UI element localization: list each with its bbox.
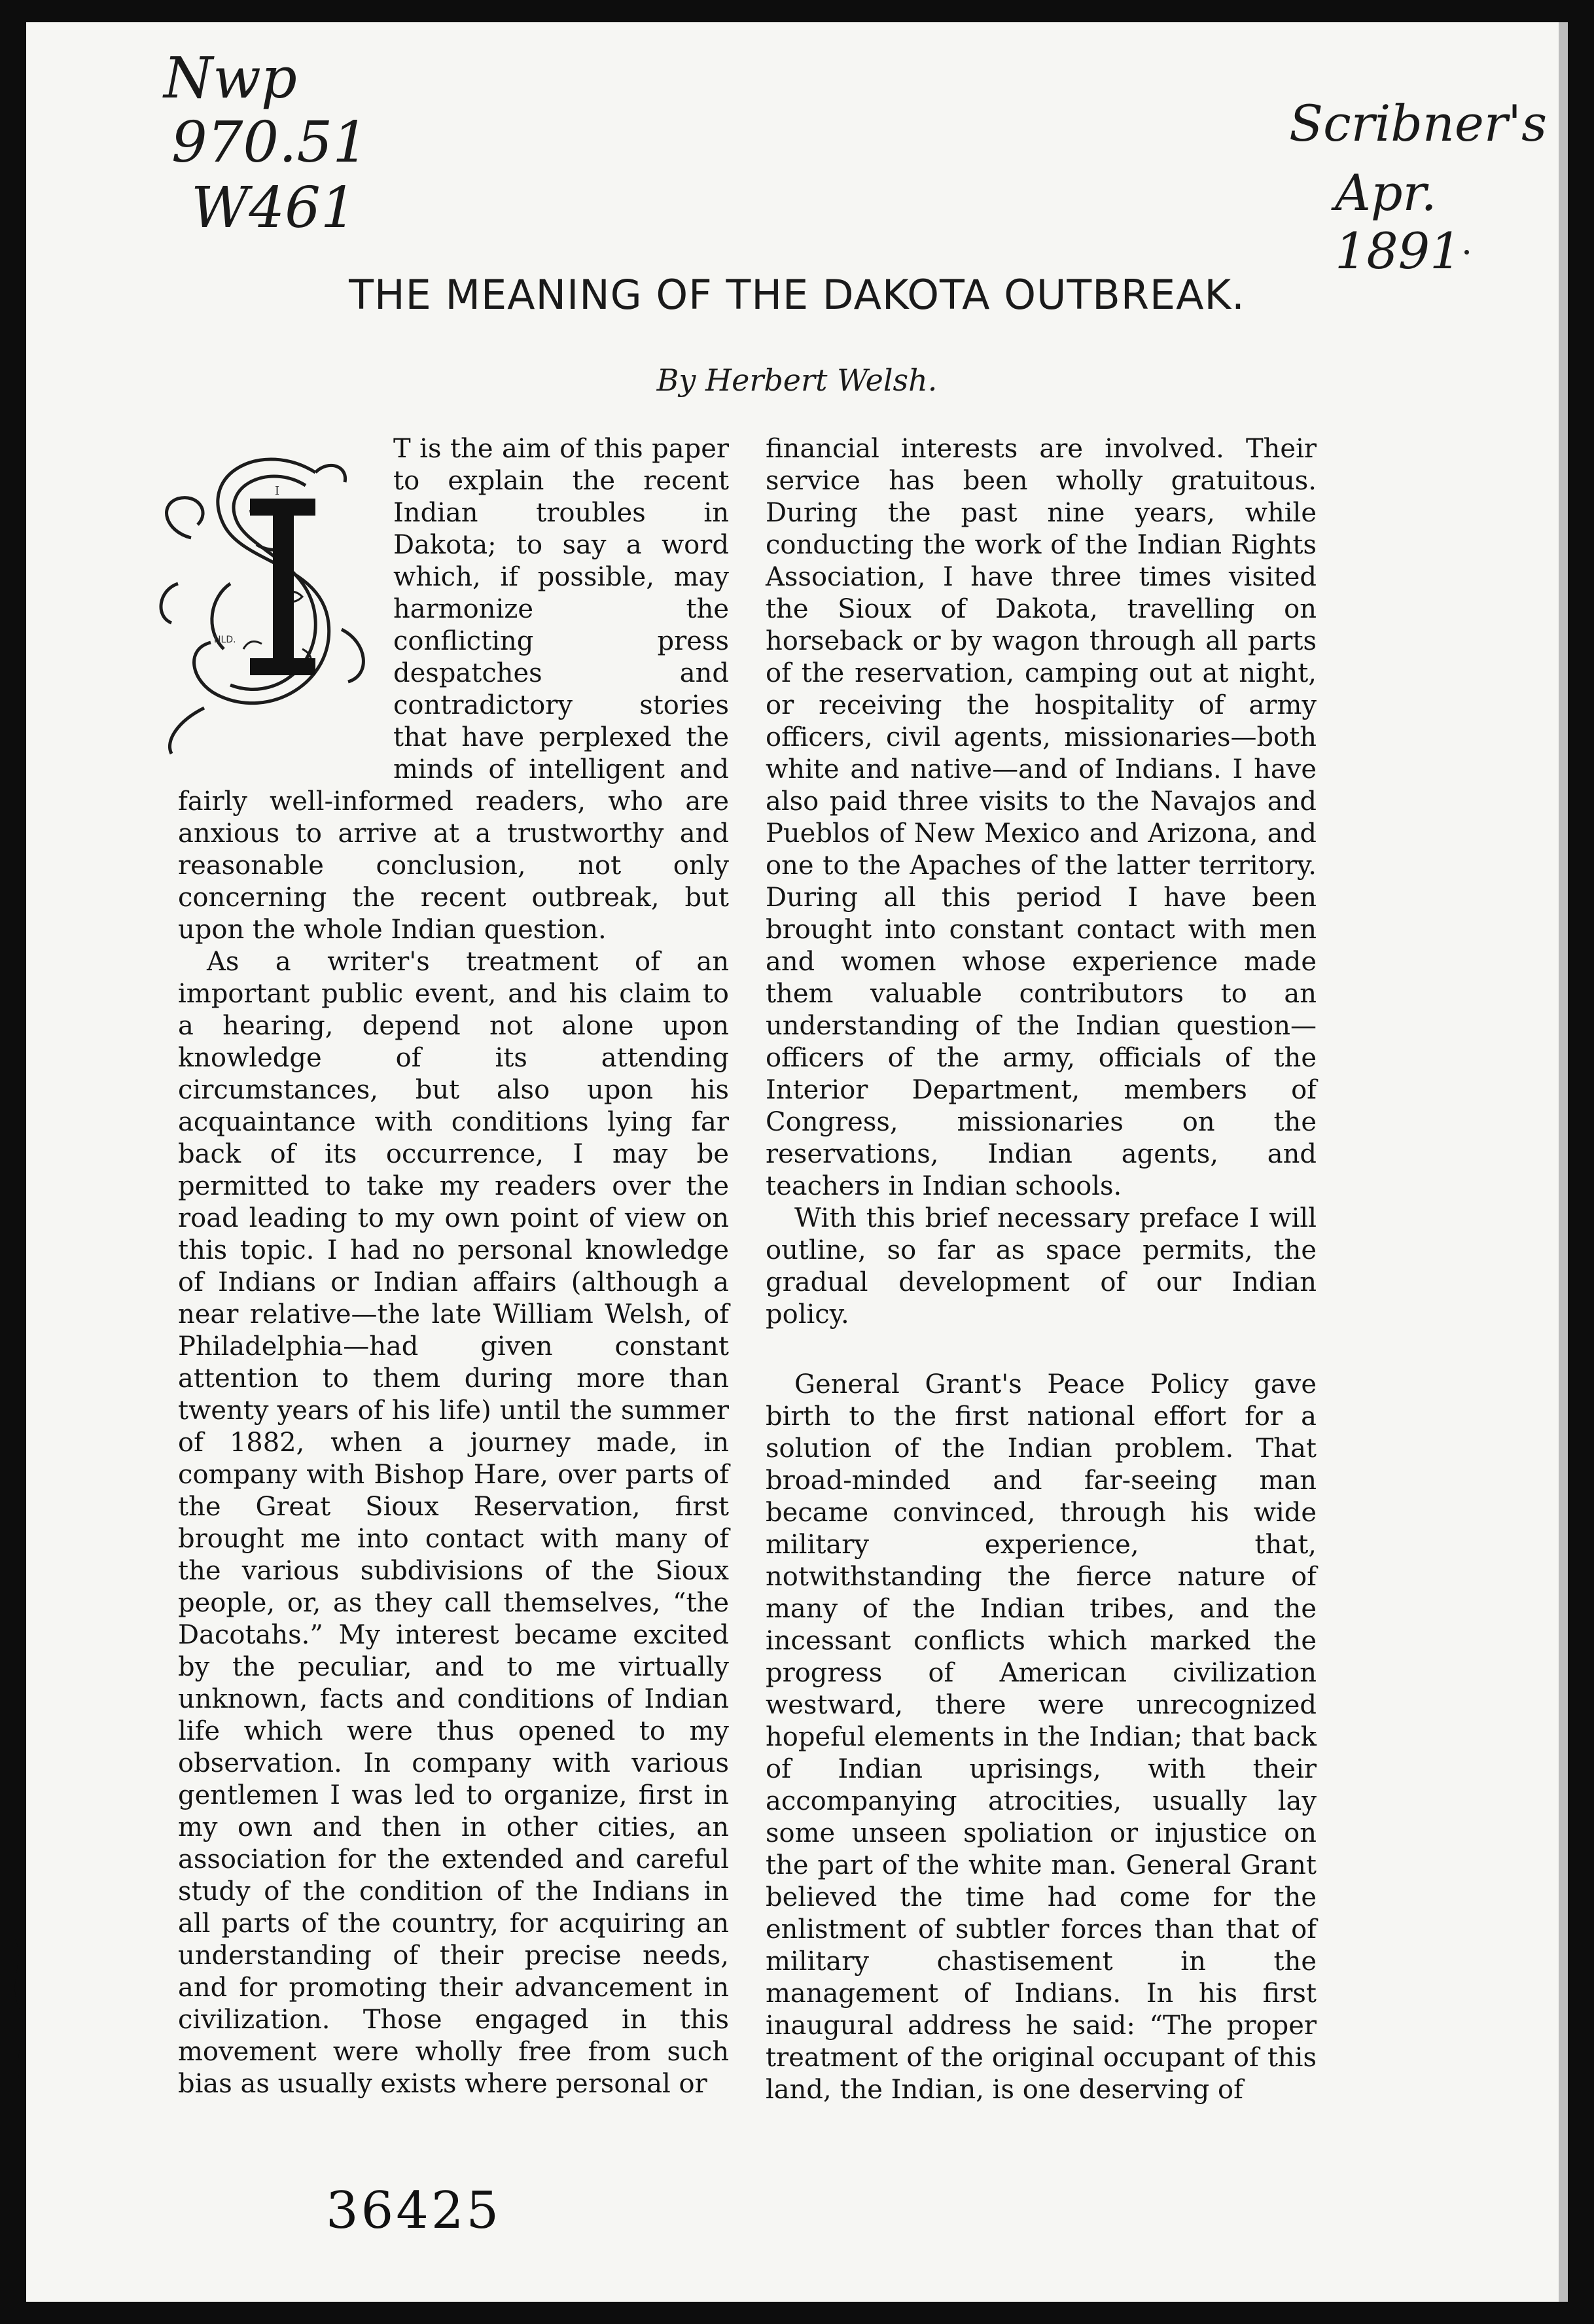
call-number-line-3: W461 [191,175,357,241]
paragraph-left-2: As a writer's treatment of an important public event, and his claim to a hearing, depend not alone upon knowledge of its attending circumstances, but also upon his acquaintance with conditions lying far back of its occurrence, I may be permitted to take my readers over the road leading to my own point of view on this topic. I had no personal knowledge of Indians or Indian affairs (although a near relative—the late William Welsh, of Philadelphia—had given constant attention to them during more than twenty years of his life) until the summer of 1882, when a journey made, in company with Bishop Hare, over parts of the Great Sioux Reservation, first brought me into contact with many of the various subdivisions of the Sioux people, or, as they call themselves, “the Dacotahs.” My interest became excited by the peculiar, and to me virtually unknown, facts and conditions of Indian life which were thus opened to my observation. In company with various gentlemen I was led to organize, first in my own and then in other cities, an association for the extended and careful study of the condition of the Indians in all parts of the country, for acquiring an understanding of their precise needs, and for promoting their advancement in civilization. Those engaged in this movement were wholly free from such bias as usually exists where personal or [178,947,729,2099]
article-title: THE MEANING OF THE DAKOTA OUTBREAK. [349,271,1245,319]
paragraph-right-1: financial interests are involved. Their service has been wholly gratuitous. During the past nine years, while conducting the work of the Indian Rights Association, I have three times visited the Sioux of Dakota, travelling on horseback or by wagon through all parts of the reservation, camping out at night, or receiving the hospitality of army officers, civil agents, missionaries—both white and native—and of Indians. I have also paid three visits to the Navajos and Pueblos of New Mexico and Arizona, and one to the Apaches of the latter territory. During all this period I have been brought into constant contact with men and women whose experience made them valuable contributors to an understanding of the Indian question—officers of the army, officials of the Interior Department, members of Congress, missionaries on the reservations, Indian agents, and teachers in Indian schools. [766,434,1317,1201]
drop-cap-letter-stem [273,499,294,675]
ornamental-drop-cap-s [152,433,384,760]
drop-cap-letter: I [275,484,280,498]
document-page [26,22,1568,2302]
torn-edge [0,1937,31,2107]
paragraph-right-2: With this brief necessary preface I will outline, so far as space permits, the gradual development of our Indian policy. [766,1203,1317,1329]
publication-note-line-2: Apr. 1891 [1335,164,1462,280]
text-column-right [766,433,1317,2106]
text-column-left [178,433,729,2100]
publication-note-line-1: Scribner's [1289,94,1548,152]
call-number-line-1: Nwp [164,46,297,111]
article-byline: By Herbert Welsh. [656,362,938,398]
illustrator-mark: HLD. [214,635,236,645]
paragraph-left-1: T is the aim of this paper to explain the recent Indian troubles in Dakota; to say a word which, if possible, may harmonize the conflicting press despatches and contradictory stories that have perplexed the minds of intelligent and fairly well-informed readers, who are anxious to arrive at a trustworthy and reasonable conclusion, not only concerning the recent outbreak, but upon the whole Indian question. [178,434,729,945]
accession-stamp: 36425 [326,2181,502,2240]
paragraph-right-3: General Grant's Peace Policy gave birth to the first national effort for a solution of the Indian problem. That broad-minded and far-seeing man became convinced, through his wide military experience, that, notwithstanding the fierce nature of many of the Indian tribes, and the incessant conflicts which marked the progress of American civilization westward, there were unrecognized hopeful elements in the Indian; that back of Indian uprisings, with their accompanying atrocities, usually lay some unseen spoliation or injustice on the part of the white man. General Grant believed the time had come for the enlistment of subtler forces than that of military chastisement in the management of Indians. In his first inaugural address he said: “The proper treatment of the original occupant of this land, the Indian, is one deserving of [766,1369,1317,2105]
call-number-line-2: 970.51 [171,110,368,175]
